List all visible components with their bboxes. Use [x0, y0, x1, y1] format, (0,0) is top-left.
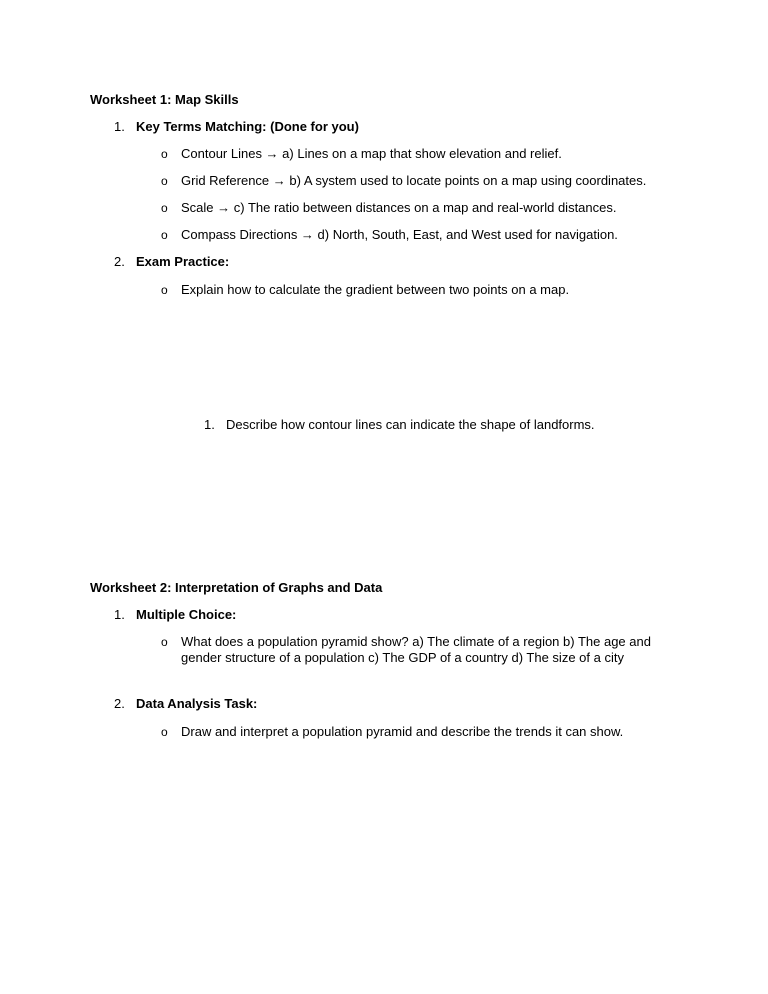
- bullet-marker: o: [161, 725, 168, 739]
- list-number: 2.: [114, 254, 125, 269]
- bullet-scale: Scale → c) The ratio between distances on a map and real-world distances.: [181, 200, 617, 215]
- key-terms-heading: Key Terms Matching: (Done for you): [136, 119, 359, 134]
- bullet-marker: o: [161, 174, 168, 188]
- bullet-grid-reference: Grid Reference → b) A system used to locate points on a map using coordinates.: [181, 173, 647, 188]
- bullet-marker: o: [161, 283, 168, 297]
- bullet-marker: o: [161, 635, 168, 649]
- population-pyramid-task: Draw and interpret a population pyramid and describe the trends it can show.: [181, 724, 624, 739]
- contour-landforms-question: Describe how contour lines can indicate the shape of landforms.: [226, 417, 595, 432]
- population-pyramid-question: What does a population pyramid show? a) The climate of a region b) The age and gender structure of a population c) The GDP of a country d) The size of a city: [181, 634, 651, 665]
- list-number: 1.: [114, 119, 125, 134]
- worksheet-2-title: Worksheet 2: Interpretation of Graphs and Data: [90, 580, 383, 595]
- bullet-marker: o: [161, 147, 168, 161]
- exam-practice-heading: Exam Practice:: [136, 254, 230, 269]
- bullet-marker: o: [161, 228, 168, 242]
- data-analysis-heading: Data Analysis Task:: [136, 696, 258, 711]
- list-number: 1.: [114, 607, 125, 622]
- bullet-compass-directions: Compass Directions → d) North, South, East, and West used for navigation.: [181, 227, 618, 242]
- bullet-marker: o: [161, 201, 168, 215]
- list-number: 2.: [114, 696, 125, 711]
- list-number: 1.: [204, 417, 215, 432]
- bullet-gradient-question: Explain how to calculate the gradient between two points on a map.: [181, 282, 570, 297]
- worksheet-1-title: Worksheet 1: Map Skills: [90, 92, 239, 107]
- bullet-contour-lines: Contour Lines → a) Lines on a map that show elevation and relief.: [181, 146, 562, 161]
- multiple-choice-heading: Multiple Choice:: [136, 607, 237, 622]
